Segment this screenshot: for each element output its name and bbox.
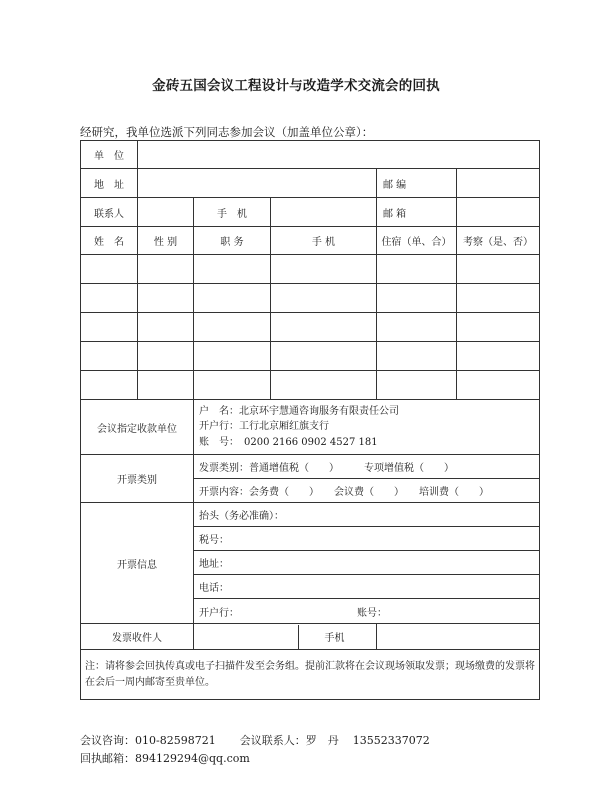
attendee-cell[interactable] — [194, 342, 271, 371]
attendee-cell[interactable] — [457, 255, 540, 284]
attendee-cell[interactable] — [271, 313, 377, 342]
attendee-cell[interactable] — [377, 342, 457, 371]
payee-info — [194, 400, 540, 455]
recipient-mobile-field[interactable] — [377, 624, 540, 650]
invoice-account-label: 账号： — [357, 607, 387, 619]
footer-email — [80, 750, 250, 766]
attendee-cell[interactable] — [138, 371, 194, 400]
invoice-phone-field[interactable]: 电话： — [194, 575, 540, 599]
invoice-info-label: 开票信息 — [81, 503, 194, 624]
tax-number-field[interactable]: 税号： — [194, 527, 540, 551]
attendee-cell[interactable] — [271, 255, 377, 284]
postcode-field[interactable] — [457, 169, 540, 198]
column-header-position: 职 务 — [194, 227, 271, 255]
attendee-cell[interactable] — [271, 371, 377, 400]
contact-person-name: 罗 丹 — [305, 734, 339, 747]
postcode-label: 邮 编 — [377, 169, 457, 198]
attendee-cell[interactable] — [81, 371, 138, 400]
recipient-label: 发票收件人 — [81, 624, 194, 650]
address-label: 地 址 — [81, 169, 138, 198]
email-label: 邮 箱 — [377, 198, 457, 227]
address-field[interactable] — [138, 169, 377, 198]
attendee-cell[interactable] — [271, 342, 377, 371]
attendee-cell[interactable] — [271, 284, 377, 313]
attendee-cell[interactable] — [377, 371, 457, 400]
payee-account-number: 账 号： 0200 2166 0902 4527 181 — [199, 436, 378, 448]
contact-field[interactable] — [138, 198, 194, 227]
column-header-tour: 考察（是、否） — [457, 227, 540, 255]
footer-consult — [80, 732, 430, 748]
invoice-bank-row[interactable] — [194, 599, 540, 624]
registration-form — [80, 140, 540, 700]
invoice-type-option[interactable]: 发票类别：普通增值税（ ） 专项增值税（ ） — [194, 455, 540, 479]
attendee-row — [81, 284, 540, 313]
attendee-cell[interactable] — [81, 313, 138, 342]
recipient-name-field[interactable] — [194, 625, 298, 649]
column-header-gender: 性 别 — [138, 227, 194, 255]
payee-label: 会议指定收款单位 — [81, 400, 194, 455]
invoice-bank-label: 开户行： — [199, 607, 239, 619]
attendee-cell[interactable] — [194, 255, 271, 284]
attendee-row — [81, 371, 540, 400]
email-field[interactable] — [457, 198, 540, 227]
column-header-name: 姓 名 — [81, 227, 138, 255]
column-header-mobile: 手 机 — [271, 227, 377, 255]
attendee-cell[interactable] — [457, 342, 540, 371]
attendee-row — [81, 342, 540, 371]
attendee-cell[interactable] — [194, 284, 271, 313]
attendee-cell[interactable] — [194, 371, 271, 400]
attendee-cell[interactable] — [457, 284, 540, 313]
attendee-row — [81, 255, 540, 284]
attendee-cell[interactable] — [138, 342, 194, 371]
attendee-cell[interactable] — [81, 342, 138, 371]
contact-mobile-field[interactable] — [271, 198, 377, 227]
reply-email[interactable]: 894129294@qq.com — [135, 752, 250, 765]
attendee-cell[interactable] — [138, 313, 194, 342]
attendee-cell[interactable] — [377, 313, 457, 342]
contact-person-label: 会议联系人： — [239, 734, 306, 747]
consult-phone: 010-82598721 — [135, 734, 216, 747]
invoice-title-field[interactable]: 抬头（务必准确）： — [194, 503, 540, 527]
contact-mobile-label: 手 机 — [194, 198, 271, 227]
attendee-cell[interactable] — [194, 313, 271, 342]
attendee-cell[interactable] — [138, 255, 194, 284]
attendee-cell[interactable] — [138, 284, 194, 313]
payee-account-name: 户 名：北京环宇慧通咨询服务有限责任公司 — [199, 405, 399, 417]
invoice-address-field[interactable]: 地址： — [194, 551, 540, 575]
invoice-content-option[interactable]: 开票内容：会务费（ ） 会议费（ ） 培训费（ ） — [194, 479, 540, 503]
payee-bank: 开户行：工行北京厢红旗支行 — [199, 421, 329, 433]
reply-email-label: 回执邮箱： — [80, 752, 135, 765]
attendee-cell[interactable] — [81, 255, 138, 284]
recipient-mobile-label: 手机 — [324, 633, 345, 644]
attendee-row — [81, 313, 540, 342]
unit-field[interactable] — [138, 141, 540, 169]
intro-text: 经研究，我单位选派下列同志参加会议（加盖单位公章）： — [80, 125, 374, 139]
form-note: 注：请将参会回执传真或电子扫描件发至会务组。提前汇款将在会议现场领取发票；现场缴费的发票将在会后一周内邮寄至贵单位。 — [81, 650, 540, 700]
attendee-cell[interactable] — [457, 313, 540, 342]
unit-label: 单 位 — [81, 141, 138, 169]
contact-label: 联系人 — [81, 198, 138, 227]
attendee-cell[interactable] — [457, 371, 540, 400]
contact-person-phone: 13552337072 — [352, 734, 430, 747]
page-title: 金砖五国会议工程设计与改造学术交流会的回执 — [152, 78, 440, 94]
column-header-lodging: 住宿（单、合） — [377, 227, 457, 255]
attendee-cell[interactable] — [81, 284, 138, 313]
consult-label: 会议咨询： — [80, 734, 135, 747]
attendee-cell[interactable] — [377, 284, 457, 313]
recipient-field-group — [194, 624, 377, 650]
attendee-cell[interactable] — [377, 255, 457, 284]
invoice-type-label: 开票类别 — [81, 455, 194, 503]
